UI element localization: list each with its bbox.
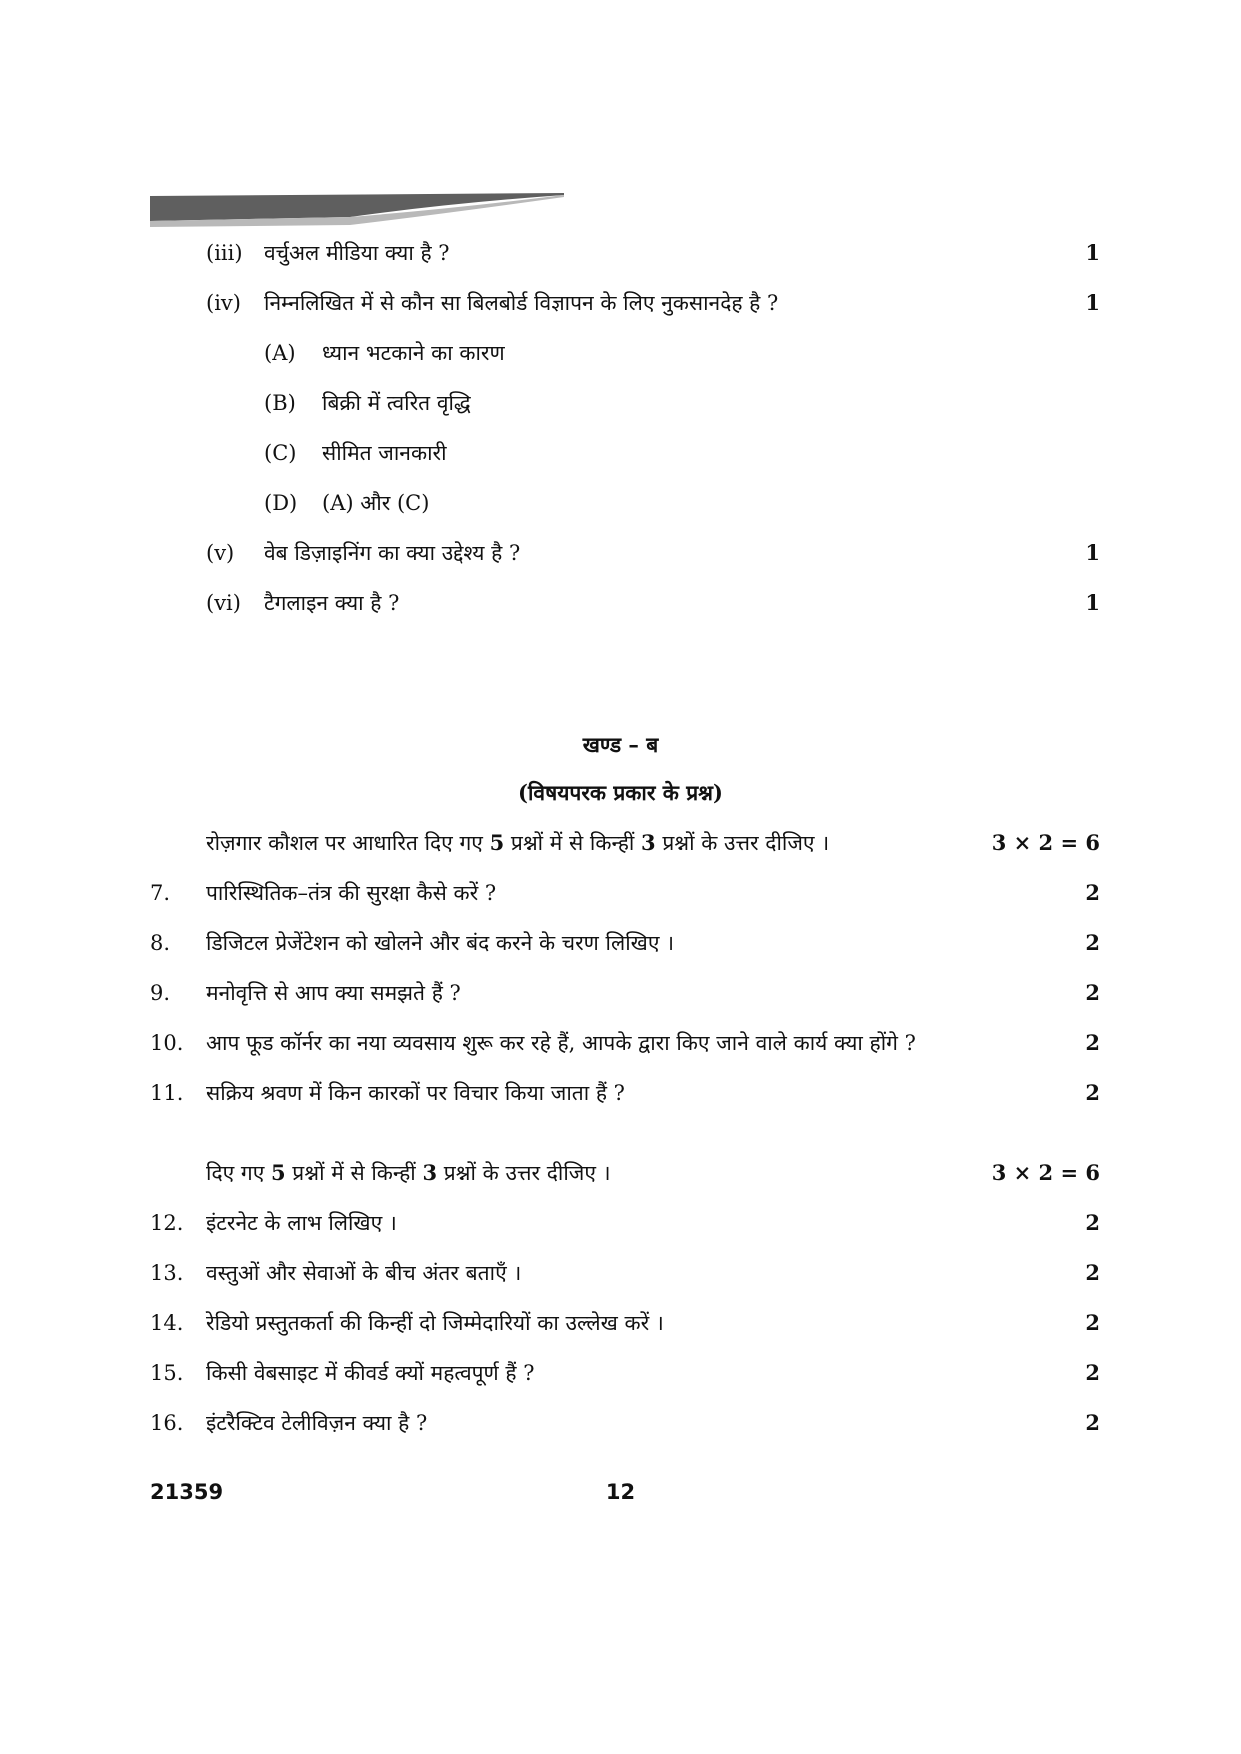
group1-instruction [0, 826, 1241, 860]
group-marks: 3 × 2 = 6 [991, 1160, 1100, 1185]
question-number: 16. [150, 1411, 184, 1435]
option-label: (C) [264, 441, 297, 465]
option-b [0, 386, 1241, 420]
group2-instruction [0, 1156, 1241, 1190]
sub-question-iv [0, 286, 1241, 320]
question-number: 11. [150, 1081, 184, 1105]
sub-question-number: (iii) [206, 241, 243, 265]
option-c [0, 436, 1241, 470]
question-text: सक्रिय श्रवण में किन कारकों पर विचार किया जाता हैं ? [206, 1081, 625, 1105]
question-9 [0, 976, 1241, 1010]
question-number: 13. [150, 1261, 184, 1285]
page-number: 12 [605, 1480, 636, 1504]
marks: 1 [1085, 290, 1100, 315]
marks: 2 [1085, 1260, 1100, 1285]
instruction-part: प्रश्नों के उत्तर दीजिए । [437, 1161, 611, 1185]
marks: 2 [1085, 1310, 1100, 1335]
instruction-count: 5 [489, 830, 505, 855]
question-number: 8. [150, 931, 171, 955]
section-subtitle: (विषयपरक प्रकार के प्रश्न) [518, 780, 723, 805]
option-d [0, 486, 1241, 520]
instruction-part: रोज़गार कौशल पर आधारित दिए गए [206, 831, 490, 855]
marks: 2 [1085, 1080, 1100, 1105]
marks: 2 [1085, 1030, 1100, 1055]
question-text: मनोवृत्ति से आप क्या समझते हैं ? [206, 981, 461, 1005]
option-a [0, 336, 1241, 370]
marks: 2 [1085, 880, 1100, 905]
marks: 1 [1085, 240, 1100, 265]
question-number: 10. [150, 1031, 184, 1055]
section-title: खण्ड – ब [582, 732, 659, 757]
sub-question-number: (vi) [206, 591, 241, 615]
sub-question-text: निम्नलिखित में से कौन सा बिलबोर्ड विज्ञापन के लिए नुकसानदेह है ? [264, 291, 779, 315]
question-7 [0, 876, 1241, 910]
instruction-count: 3 [422, 1160, 438, 1185]
header-bar-decoration [150, 191, 564, 227]
question-text: किसी वेबसाइट में कीवर्ड क्यों महत्वपूर्ण हैं ? [206, 1361, 535, 1385]
instruction-part: प्रश्नों में से किन्हीं [504, 831, 642, 855]
sub-question-iii [0, 236, 1241, 270]
marks: 2 [1085, 1410, 1100, 1435]
option-text: (A) और (C) [322, 491, 430, 515]
question-12 [0, 1206, 1241, 1240]
option-label: (D) [264, 491, 298, 515]
instruction-count: 5 [271, 1160, 286, 1185]
paper-code: 21359 [150, 1480, 224, 1504]
question-text: आप फूड कॉर्नर का नया व्यवसाय शुरू कर रहे हैं, आपके द्वारा किए जाने वाले कार्य क्या होंगे ? [206, 1031, 916, 1055]
question-8 [0, 926, 1241, 960]
sub-question-vi [0, 586, 1241, 620]
question-text: रेडियो प्रस्तुतकर्ता की किन्हीं दो जिम्मेदारियों का उल्लेख करें । [206, 1311, 664, 1335]
group-marks: 3 × 2 = 6 [991, 830, 1100, 855]
sub-question-number: (v) [206, 541, 235, 565]
sub-question-v [0, 536, 1241, 570]
marks: 2 [1085, 930, 1100, 955]
question-13 [0, 1256, 1241, 1290]
question-number: 14. [150, 1311, 184, 1335]
option-text: सीमित जानकारी [322, 441, 447, 465]
option-text: बिक्री में त्वरित वृद्धि [322, 391, 471, 415]
instruction-part: दिए गए [206, 1161, 271, 1185]
instruction-part: प्रश्नों के उत्तर दीजिए । [655, 831, 830, 855]
marks: 1 [1085, 590, 1100, 615]
question-text: इंटरैक्टिव टेलीविज़न क्या है ? [206, 1411, 428, 1435]
instruction-part: प्रश्नों में से किन्हीं [285, 1161, 423, 1185]
question-14 [0, 1306, 1241, 1340]
sub-question-text: टैगलाइन क्या है ? [264, 591, 400, 615]
option-label: (A) [264, 341, 296, 365]
question-number: 15. [150, 1361, 184, 1385]
instruction-text [206, 826, 829, 860]
question-11 [0, 1076, 1241, 1110]
marks: 2 [1085, 1210, 1100, 1235]
question-number: 9. [150, 981, 171, 1005]
question-16 [0, 1406, 1241, 1440]
option-text: ध्यान भटकाने का कारण [322, 341, 505, 365]
sub-question-text: वेब डिज़ाइनिंग का क्या उद्देश्य है ? [264, 541, 521, 565]
question-number: 7. [150, 881, 171, 905]
sub-question-number: (iv) [206, 291, 241, 315]
instruction-count: 3 [641, 830, 656, 855]
question-10 [0, 1026, 1241, 1060]
option-label: (B) [264, 391, 296, 415]
question-15 [0, 1356, 1241, 1390]
instruction-text [206, 1156, 611, 1190]
marks: 1 [1085, 540, 1100, 565]
question-number: 12. [150, 1211, 184, 1235]
question-text: इंटरनेट के लाभ लिखिए । [206, 1211, 397, 1235]
question-text: वस्तुओं और सेवाओं के बीच अंतर बताएँ । [206, 1261, 522, 1285]
marks: 2 [1085, 980, 1100, 1005]
marks: 2 [1085, 1360, 1100, 1385]
question-text: डिजिटल प्रेजेंटेशन को खोलने और बंद करने के चरण लिखिए । [206, 931, 675, 955]
sub-question-text: वर्चुअल मीडिया क्या है ? [264, 241, 450, 265]
question-text: पारिस्थितिक–तंत्र की सुरक्षा कैसे करें ? [206, 881, 497, 905]
